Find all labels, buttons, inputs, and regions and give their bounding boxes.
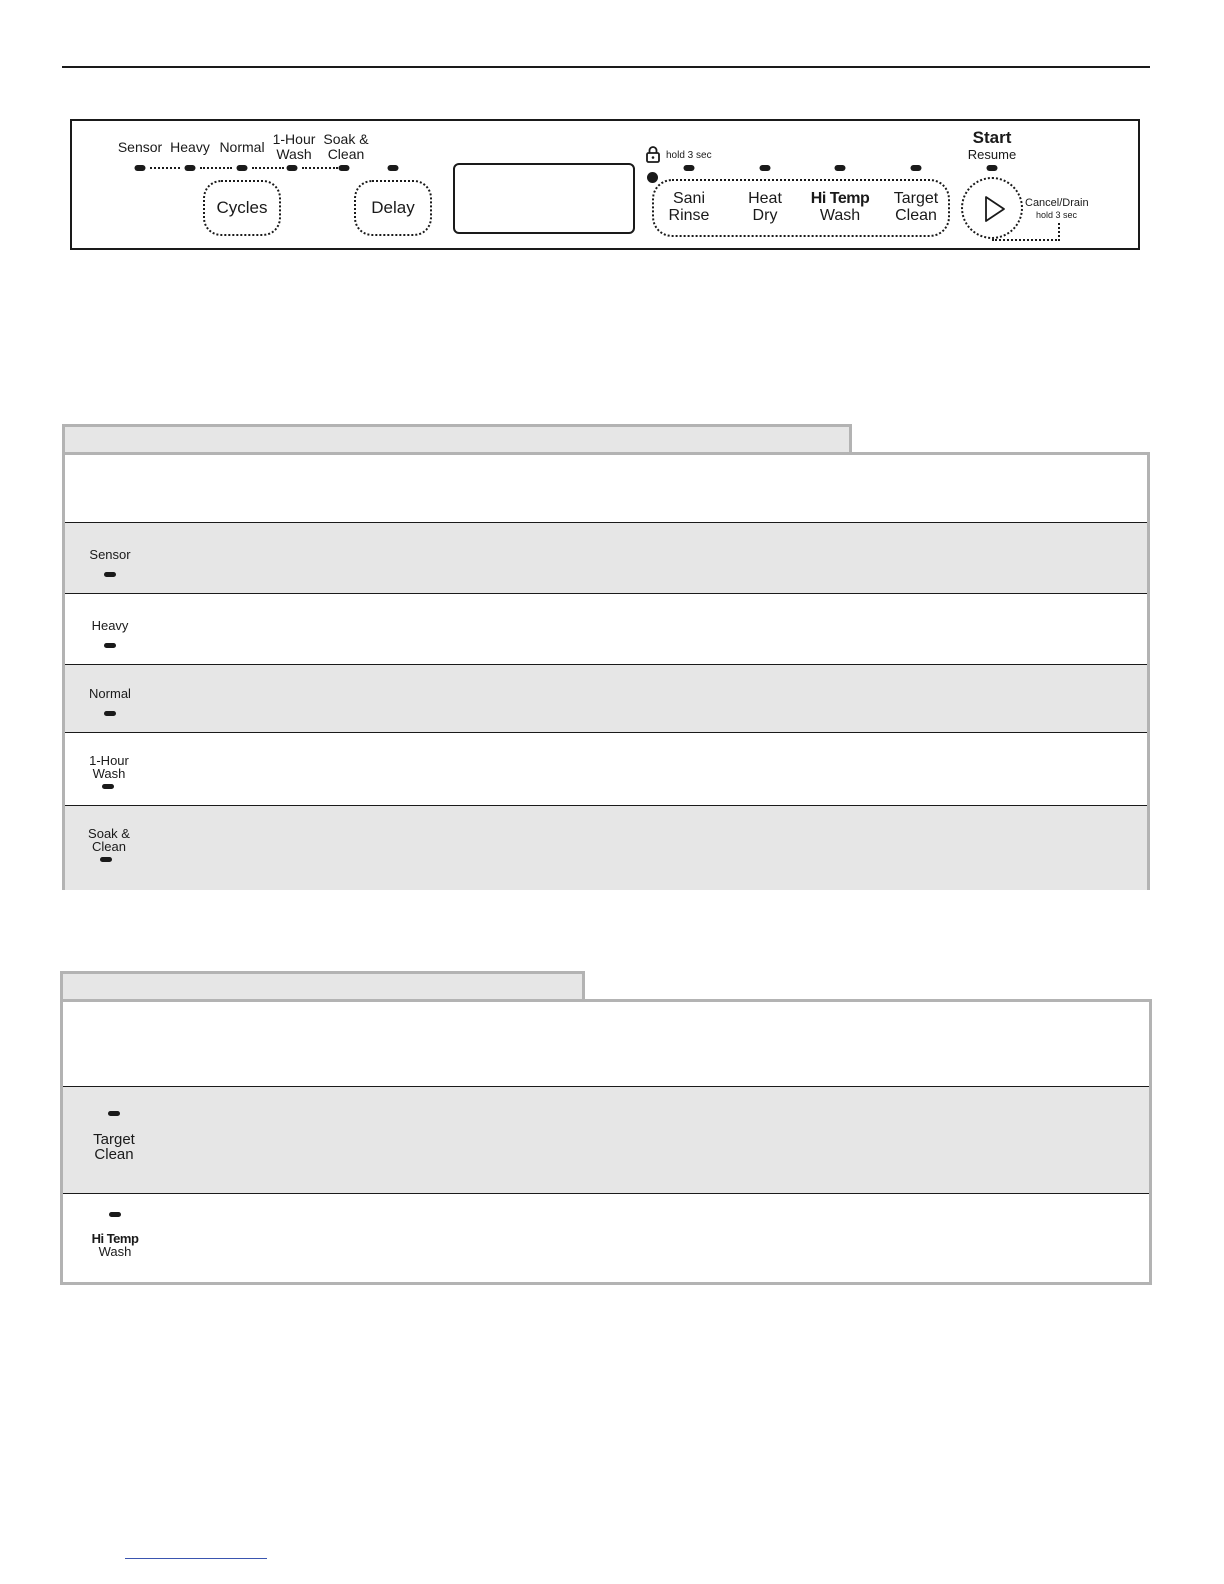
cycle-label-sensor: Sensor bbox=[117, 139, 163, 155]
top-rule bbox=[62, 66, 1150, 68]
soak-clean-led bbox=[339, 165, 350, 171]
cycles-button[interactable] bbox=[203, 180, 281, 236]
sani-rinse-led bbox=[684, 165, 695, 171]
table-row bbox=[63, 1194, 1149, 1285]
hi-temp-wash-led bbox=[835, 165, 846, 171]
lock-icon bbox=[646, 145, 660, 163]
cycle-name: Heavy bbox=[91, 618, 129, 633]
heat-dry-button[interactable]: Heat Dry bbox=[748, 190, 782, 224]
cycle-label-heavy: Heavy bbox=[170, 139, 210, 155]
led-connector bbox=[200, 167, 232, 169]
options-table-header-tab bbox=[60, 971, 585, 1002]
table-row bbox=[65, 665, 1147, 733]
delay-button[interactable] bbox=[354, 180, 432, 236]
cycle-label-soak-clean: Soak & Clean bbox=[323, 131, 369, 162]
sensor-led bbox=[135, 165, 146, 171]
table-header-row bbox=[65, 455, 1147, 523]
target-clean-led bbox=[911, 165, 922, 171]
options-table bbox=[60, 999, 1152, 1285]
play-icon bbox=[983, 194, 1007, 224]
cycle-led-icon bbox=[100, 857, 112, 862]
start-led bbox=[987, 165, 998, 171]
option-name: Target Clean bbox=[93, 1131, 135, 1163]
footer-link-underline[interactable] bbox=[125, 1558, 267, 1559]
heat-dry-led bbox=[760, 165, 771, 171]
cycles-table-header-tab bbox=[62, 424, 852, 455]
sani-rinse-button[interactable]: Sani Rinse bbox=[668, 190, 710, 224]
cancel-drain-label: Cancel/Drain bbox=[1025, 197, 1089, 209]
cancel-drain-bracket bbox=[992, 223, 1060, 241]
table-row bbox=[65, 806, 1147, 890]
delay-button-label: Delay bbox=[371, 198, 415, 217]
cycle-led-icon bbox=[104, 711, 116, 716]
lock-hold-label: hold 3 sec bbox=[666, 150, 712, 161]
target-clean-button[interactable]: Target Clean bbox=[893, 190, 939, 224]
cycles-button-label: Cycles bbox=[216, 198, 268, 217]
heavy-led bbox=[185, 165, 196, 171]
digital-display bbox=[453, 163, 635, 234]
lock-indicator bbox=[647, 172, 658, 183]
option-led-icon bbox=[109, 1212, 121, 1217]
led-connector bbox=[302, 167, 338, 169]
table-row bbox=[65, 523, 1147, 594]
resume-label: Resume bbox=[967, 147, 1017, 162]
cycle-name: Soak & Clean bbox=[88, 826, 130, 854]
table-row bbox=[65, 733, 1147, 806]
option-led-icon bbox=[108, 1111, 120, 1116]
hi-temp-wash-button[interactable]: Hi Temp Wash bbox=[810, 190, 870, 224]
cycle-name: Sensor bbox=[89, 547, 131, 562]
led-connector bbox=[252, 167, 284, 169]
cycle-label-normal: Normal bbox=[219, 139, 265, 155]
table-row bbox=[63, 1087, 1149, 1194]
control-panel bbox=[70, 119, 1140, 250]
table-header-row bbox=[63, 1002, 1149, 1087]
cycle-led-icon bbox=[104, 643, 116, 648]
cancel-hold-label: hold 3 sec bbox=[1036, 210, 1078, 220]
delay-led bbox=[388, 165, 399, 171]
option-name: Hi Temp Wash bbox=[91, 1231, 139, 1259]
table-row bbox=[65, 594, 1147, 665]
led-connector bbox=[150, 167, 180, 169]
normal-led bbox=[237, 165, 248, 171]
cycle-led-icon bbox=[104, 572, 116, 577]
cycle-name: Normal bbox=[89, 686, 131, 701]
cycles-table bbox=[62, 452, 1150, 890]
cycle-name: 1-Hour Wash bbox=[89, 753, 129, 781]
cycle-led-icon bbox=[102, 784, 114, 789]
cycle-label-1-hour-wash: 1-Hour Wash bbox=[272, 131, 316, 162]
start-label: Start bbox=[972, 128, 1012, 147]
1-hour-wash-led bbox=[287, 165, 298, 171]
